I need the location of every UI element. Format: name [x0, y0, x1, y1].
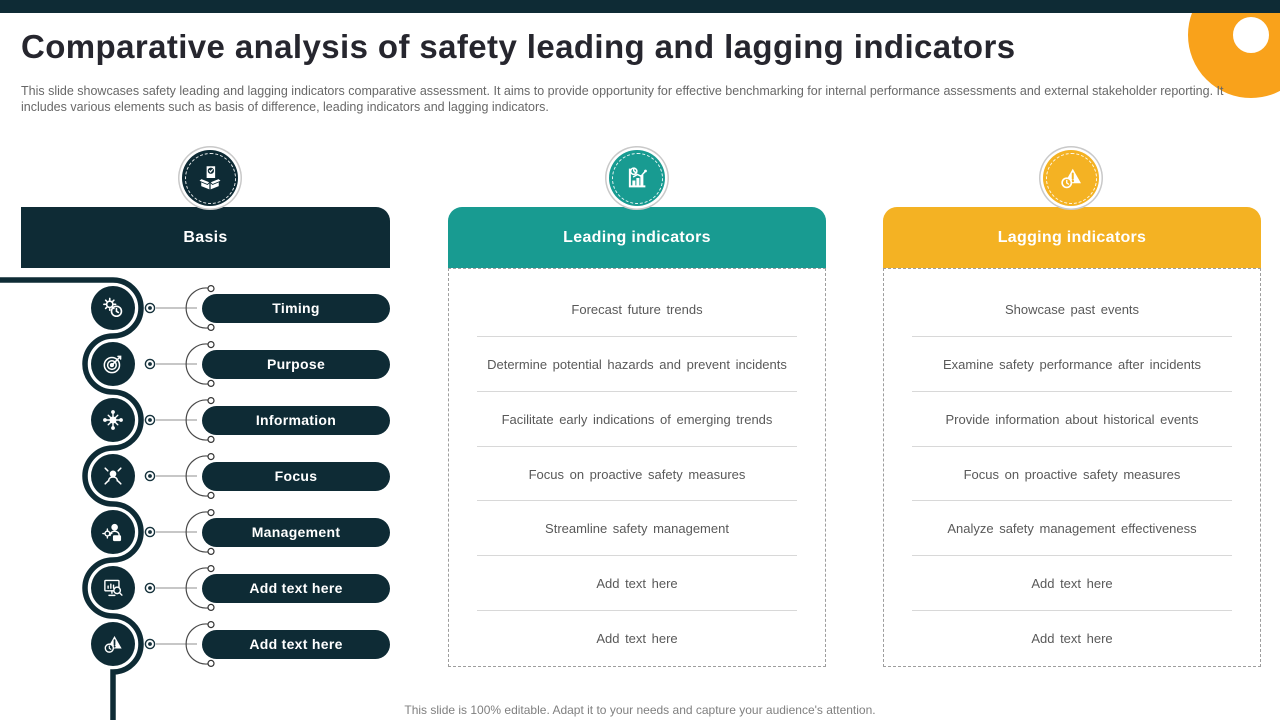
lagging-row: Add text here [884, 556, 1260, 611]
leading-row: Focus on proactive safety measures [449, 447, 825, 502]
box-with-checked-document-icon [182, 150, 238, 206]
lagging-row: Showcase past events [884, 282, 1260, 337]
network-nodes-icon [91, 398, 135, 442]
page-title: Comparative analysis of safety leading and lagging indicators [21, 28, 1016, 65]
slide-description: This slide showcases safety leading and lagging indicators comparative assessment. It aims to provide opportunity for effective benchmarking for internal performance assessments and external stakeholder reporting. It includes various elements such as basis of difference, leading indicators and lagging indicators. [21, 84, 1224, 114]
leading-row: Determine potential hazards and prevent incidents [449, 337, 825, 392]
leading-row: Add text here [596, 631, 678, 647]
lagging-row: Add text here [1031, 631, 1113, 647]
manager-gear-briefcase-icon [91, 510, 135, 554]
basis-row-label: Management [251, 524, 341, 540]
lagging-row: Provide information about historical events [884, 392, 1260, 447]
leading-header-label: Leading indicators [563, 228, 711, 246]
basis-row-label: Focus [274, 468, 318, 484]
lagging-row: Focus on proactive safety measures [884, 447, 1260, 502]
monitor-search-icon [91, 566, 135, 610]
basis-row-label: Information [255, 412, 337, 428]
growth-chart-icon [609, 150, 665, 206]
top-accent-bar [0, 0, 1280, 13]
basis-row-timing[interactable] [202, 294, 390, 323]
person-focus-icon [91, 454, 135, 498]
leading-row: Forecast future trends [449, 282, 825, 337]
gear-clock-icon [91, 286, 135, 330]
leading-indicators-header [448, 207, 826, 268]
basis-header [21, 207, 390, 268]
leading-indicators-list [448, 268, 826, 667]
basis-row-purpose[interactable] [202, 350, 390, 379]
leading-row: Add text here [449, 556, 825, 611]
basis-row-management[interactable] [202, 518, 390, 547]
basis-row-label: Add text here [249, 580, 343, 596]
lagging-header-label: Lagging indicators [997, 228, 1147, 246]
basis-row-placeholder-2[interactable] [202, 630, 390, 659]
leading-row: Facilitate early indications of emerging trends [449, 392, 825, 447]
lagging-indicators-header [883, 207, 1261, 268]
basis-header-label: Basis [183, 228, 228, 246]
editable-note: This slide is 100% editable. Adapt it to your needs and capture your audience's attention. [404, 703, 876, 717]
basis-row-information[interactable] [202, 406, 390, 435]
basis-row-focus[interactable] [202, 462, 390, 491]
basis-row-label: Add text here [249, 636, 343, 652]
target-arrow-icon [91, 342, 135, 386]
lagging-row: Examine safety performance after incidents [884, 337, 1260, 392]
leading-row: Streamline safety management [449, 501, 825, 556]
lagging-indicators-list [883, 268, 1261, 667]
warning-clock-icon [91, 622, 135, 666]
lagging-row: Analyze safety management effectiveness [884, 501, 1260, 556]
warning-clock-icon [1043, 150, 1099, 206]
basis-row-label: Purpose [266, 356, 326, 372]
basis-row-placeholder-1[interactable] [202, 574, 390, 603]
basis-row-label: Timing [272, 300, 320, 316]
